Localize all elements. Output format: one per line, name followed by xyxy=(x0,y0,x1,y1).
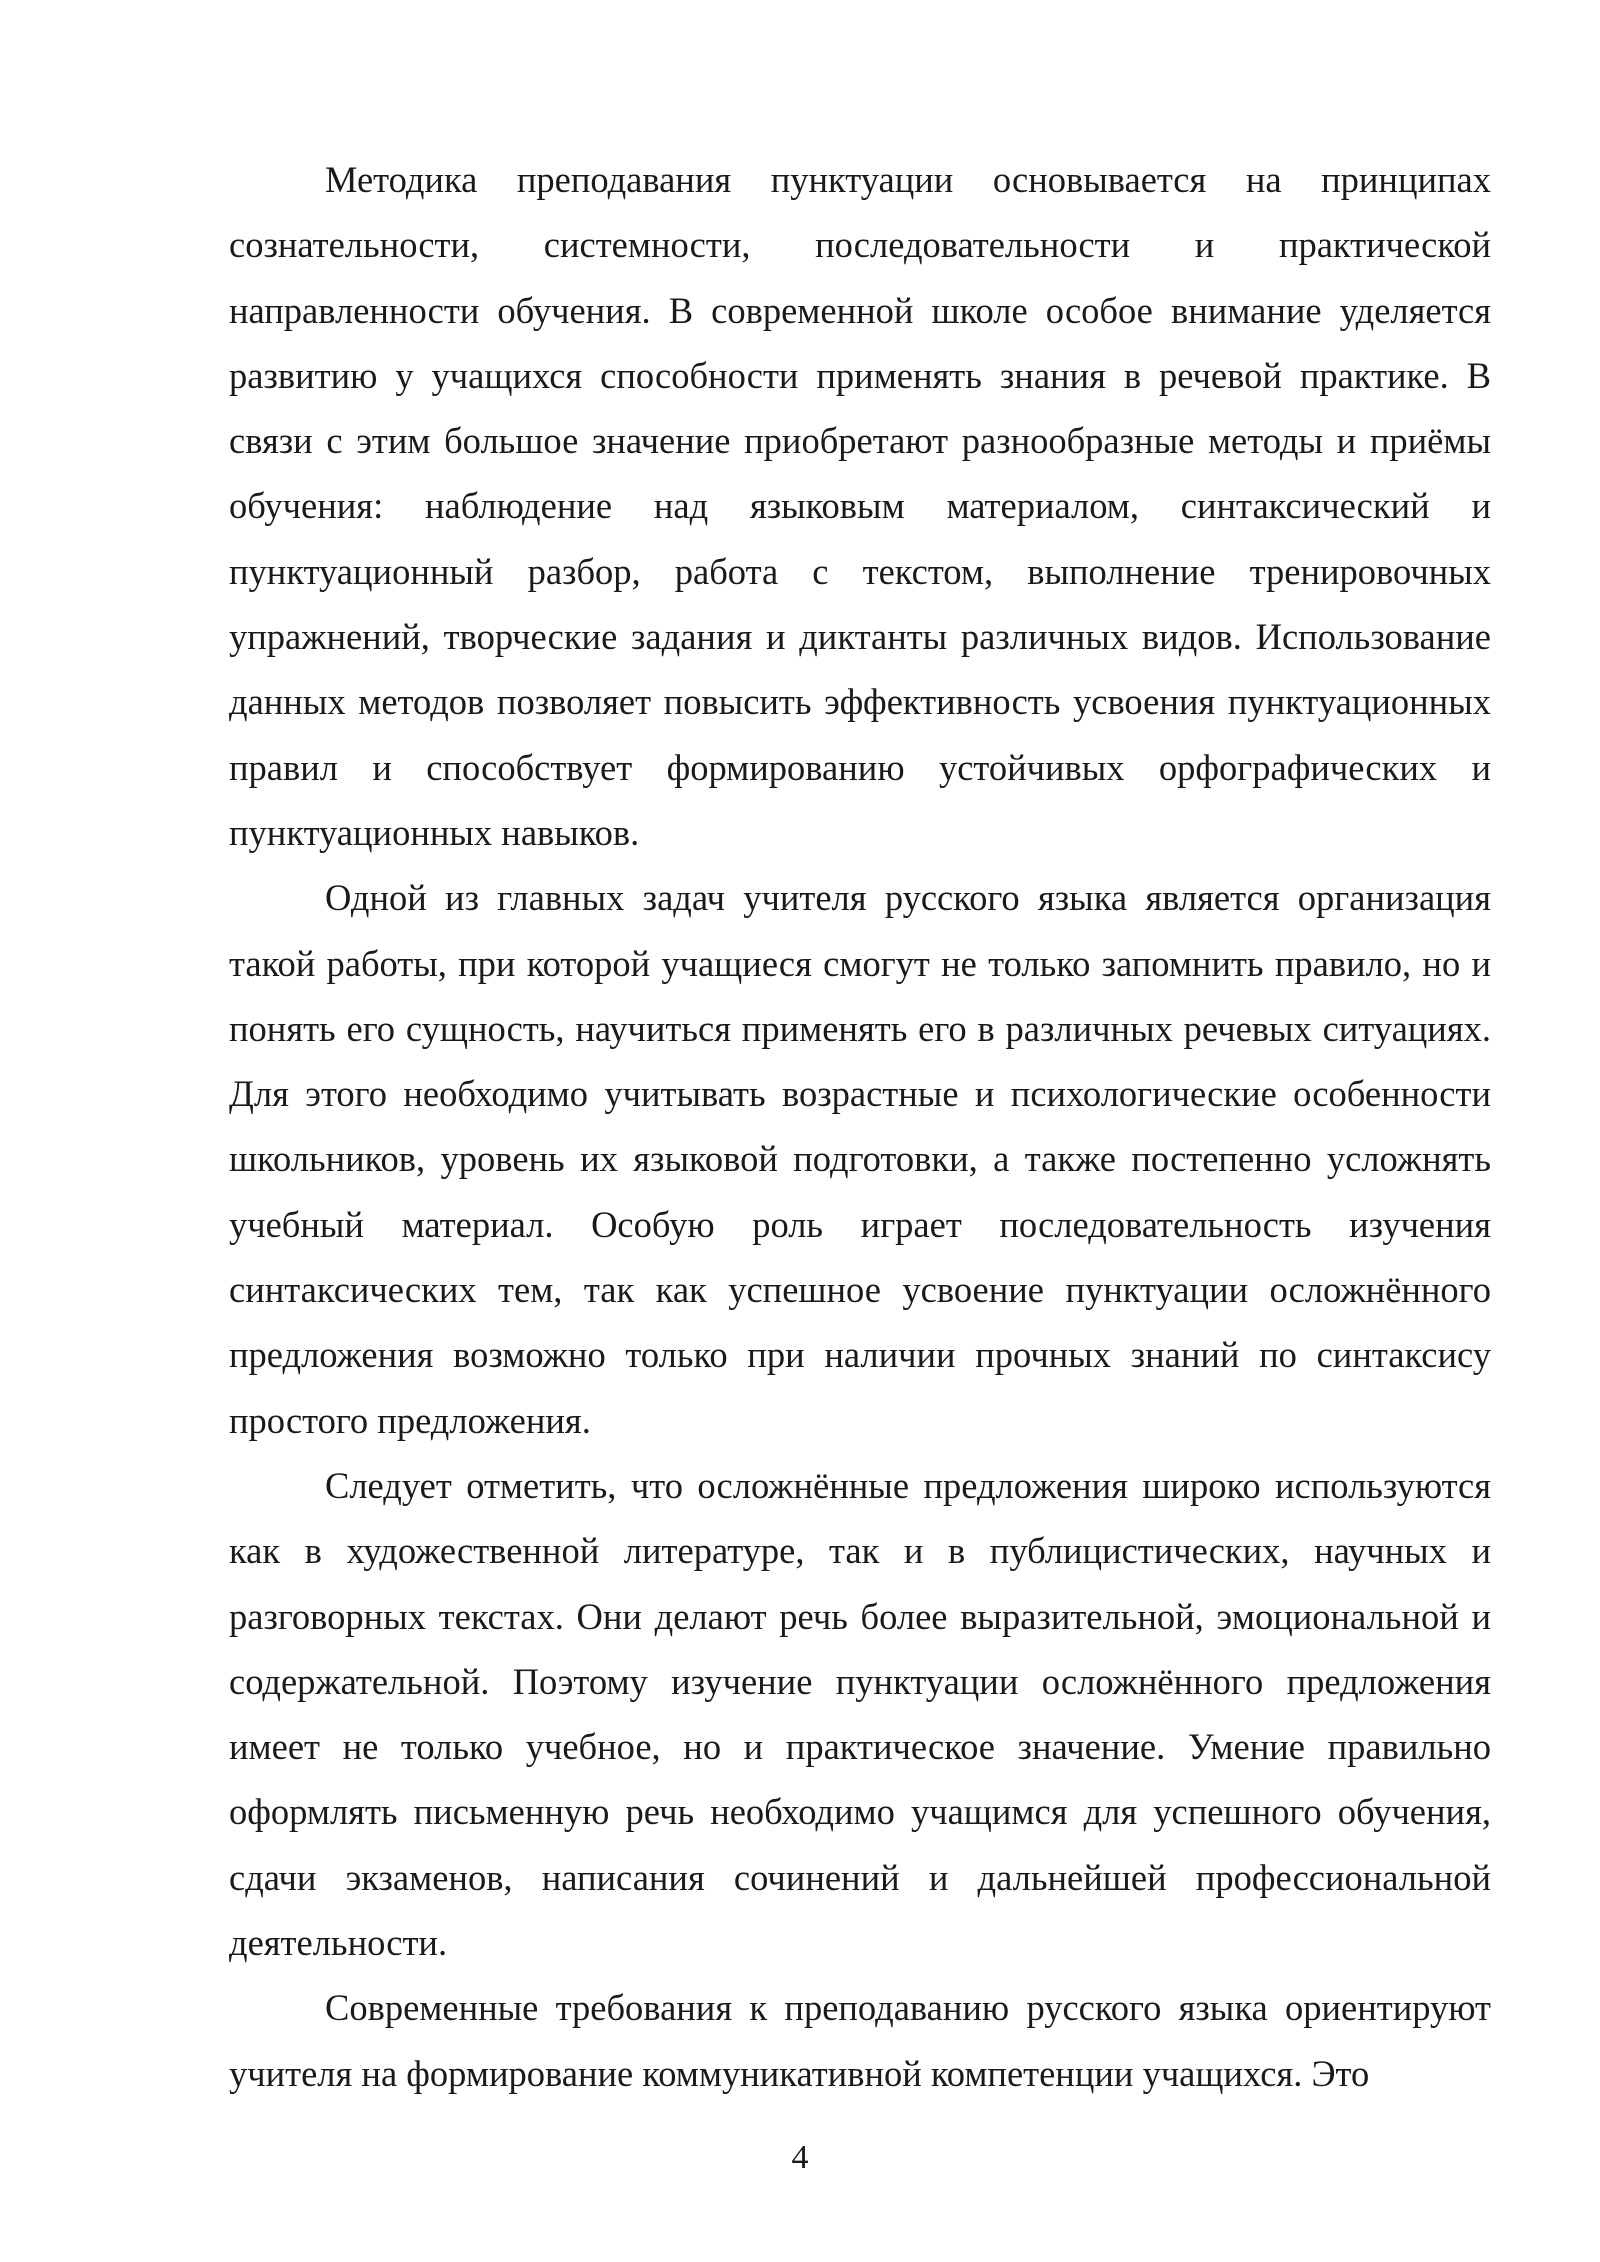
document-body xyxy=(229,147,1491,2106)
page-number: 4 xyxy=(791,2139,809,2176)
paragraph-3: Следует отметить, что осложнённые предложения широко используются как в художественной литературе, так и в публицистических, научных и разговорных текстах. Они делают речь более выразительной, эмоциональной и содержательной. Поэтому изучение пунктуации осложнённого предложения имеет не только учебное, но и практическое значение. Умение правильно оформлять письменную речь необходимо учащимся для успешного обучения, сдачи экзаменов, написания сочинений и дальнейшей профессиональной деятельности. xyxy=(229,1464,1491,1964)
paragraph-4: Современные требования к преподаванию русского языка ориентируют учителя на формирование коммуникативной компетенции учащихся. Это xyxy=(229,1987,1491,2094)
paragraph-2: Одной из главных задач учителя русского языка является организация такой работы, при которой учащиеся смогут не только запомнить правило, но и понять его сущность, научиться применять его в различных речевых ситуациях. Для этого необходимо учитывать возрастные и психологические особенности школьников, уровень их языковой подготовки, а также постепенно усложнять учебный материал. Особую роль играет последовательность изучения синтаксических тем, так как успешное усвоение пунктуации осложнённого предложения возможно только при наличии прочных знаний по синтаксису простого предложения. xyxy=(229,877,1491,1441)
paragraph-1: Методика преподавания пунктуации основывается на принципах сознательности, системности, последовательности и практической направленности обучения. В современной школе особое внимание уделяется развитию у учащихся способности применять знания в речевой практике. В связи с этим большое значение приобретают разнообразные методы и приёмы обучения: наблюдение над языковым материалом, синтаксический и пунктуационный разбор, работа с текстом, выполнение тренировочных упражнений, творческие задания и диктанты различных видов. Использование данных методов позволяет повысить эффективность усвоения пунктуационных правил и способствует формированию устойчивых орфографических и пунктуационных навыков. xyxy=(229,159,1491,853)
